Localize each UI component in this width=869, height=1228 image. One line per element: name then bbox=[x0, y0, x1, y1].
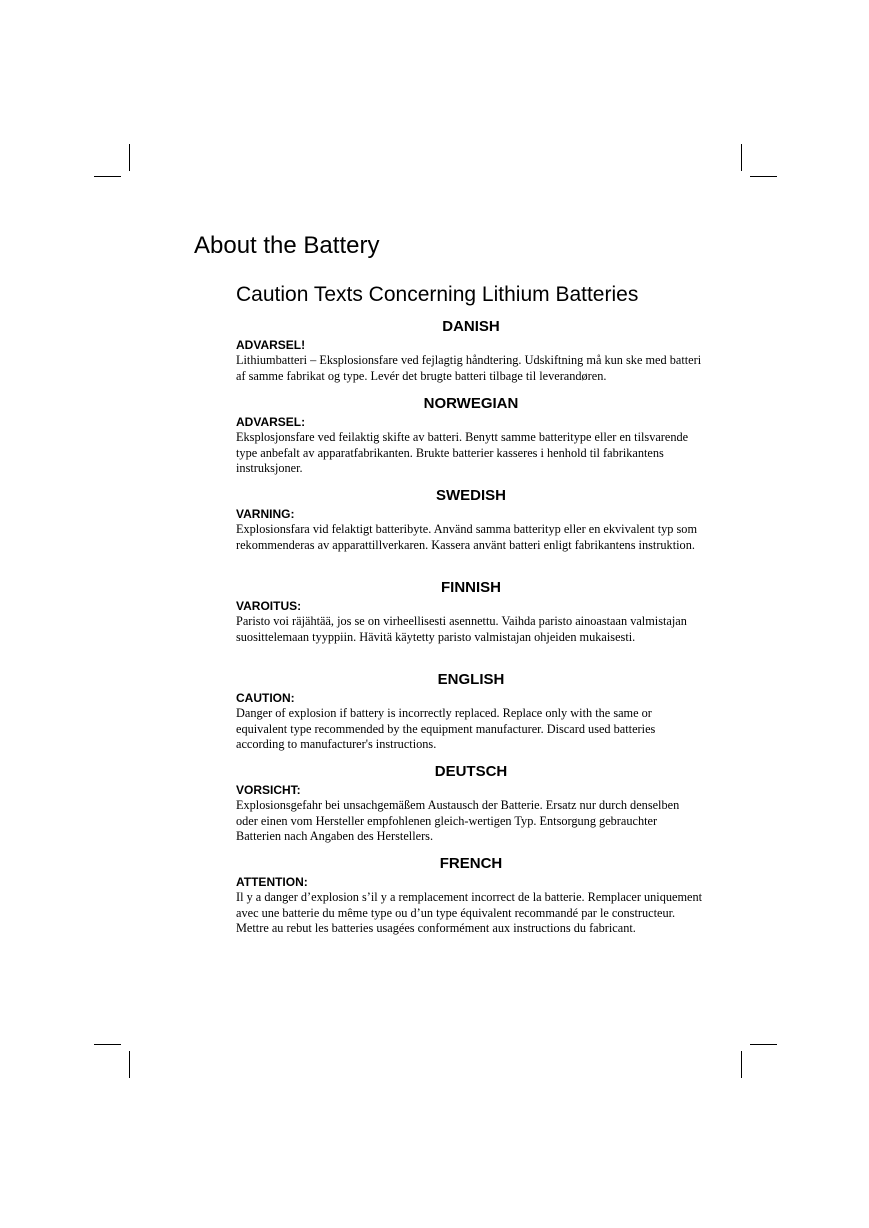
caution-block-swedish bbox=[236, 487, 704, 553]
caution-block-deutsch bbox=[236, 763, 704, 845]
section-title: Caution Texts Concerning Lithium Batteries bbox=[236, 283, 639, 306]
warning-text: Explosionsgefahr bei unsachgemäßem Austausch der Batterie. Ersatz nur durch denselben oder einen vom Hersteller empfohlenen gleich-wertigen Typ. Entsorgung gebrauchter Batterien nach Angaben des Herstellers. bbox=[236, 798, 680, 843]
warning-label: VAROITUS: bbox=[236, 599, 302, 613]
caution-block-french bbox=[236, 855, 704, 937]
warning-label: ADVARSEL! bbox=[236, 338, 306, 352]
language-heading: DANISH bbox=[442, 318, 500, 335]
warning-label: ADVARSEL: bbox=[236, 415, 306, 429]
crop-mark bbox=[741, 1051, 742, 1078]
warning-text: Paristo voi räjähtää, jos se on virheellisesti asennettu. Vaihda paristo ainoastaan valmistajan suosittelemaan tyyppiin. Hävitä käytetty paristo valmistajan ohjeiden mukaisesti. bbox=[236, 614, 687, 644]
warning-label: CAUTION: bbox=[236, 691, 295, 705]
language-heading: SWEDISH bbox=[435, 487, 506, 504]
caution-block-english bbox=[236, 671, 704, 753]
language-heading: DEUTSCH bbox=[434, 763, 508, 780]
language-heading: FINNISH bbox=[441, 579, 501, 596]
warning-label: VORSICHT: bbox=[236, 783, 301, 797]
language-heading: ENGLISH bbox=[437, 671, 505, 688]
crop-mark bbox=[129, 144, 130, 171]
language-heading: FRENCH bbox=[439, 855, 503, 872]
caution-block-norwegian bbox=[236, 395, 704, 477]
warning-text: Eksplosjonsfare ved feilaktig skifte av batteri. Benytt samme batteritype eller en tilsvarende type anbefalt av apparatfabrikanten. Brukte batterier kasseres i henhold til fabrikantens instruksjoner. bbox=[236, 430, 689, 475]
warning-label: VARNING: bbox=[236, 507, 295, 521]
crop-mark bbox=[129, 1051, 130, 1078]
crop-mark bbox=[750, 176, 777, 177]
warning-text: Danger of explosion if battery is incorrectly replaced. Replace only with the same or equivalent type recommended by the equipment manufacturer. Discard used batteries according to manufacturer's instructions. bbox=[236, 706, 656, 751]
crop-mark bbox=[94, 1044, 121, 1045]
caution-block-finnish bbox=[236, 579, 704, 645]
crop-mark bbox=[94, 176, 121, 177]
page-title: About the Battery bbox=[194, 232, 380, 259]
language-heading: NORWEGIAN bbox=[423, 395, 519, 412]
warning-text: Lithiumbatteri – Eksplosionsfare ved fejlagtig håndtering. Udskiftning må kun ske med batteri af samme fabrikat og type. Levér det brugte batteri tilbage til leverandøren. bbox=[236, 353, 702, 383]
crop-mark bbox=[741, 144, 742, 171]
caution-block-danish bbox=[236, 318, 704, 384]
warning-text: Il y a danger d’explosion s’il y a remplacement incorrect de la batterie. Remplacer uniquement avec une batterie du même type ou d’un type équivalent recommandé par le constructeur. Mettre au rebut les batteries usagées conformément aux instructions du fabricant. bbox=[236, 890, 703, 935]
warning-label: ATTENTION: bbox=[236, 875, 308, 889]
warning-text: Explosionsfara vid felaktigt batteribyte. Använd samma batterityp eller en ekvivalent typ som rekommenderas av apparattillverkaren. Kassera använt batteri enligt fabrikantens instruktion. bbox=[236, 522, 698, 552]
crop-mark bbox=[750, 1044, 777, 1045]
